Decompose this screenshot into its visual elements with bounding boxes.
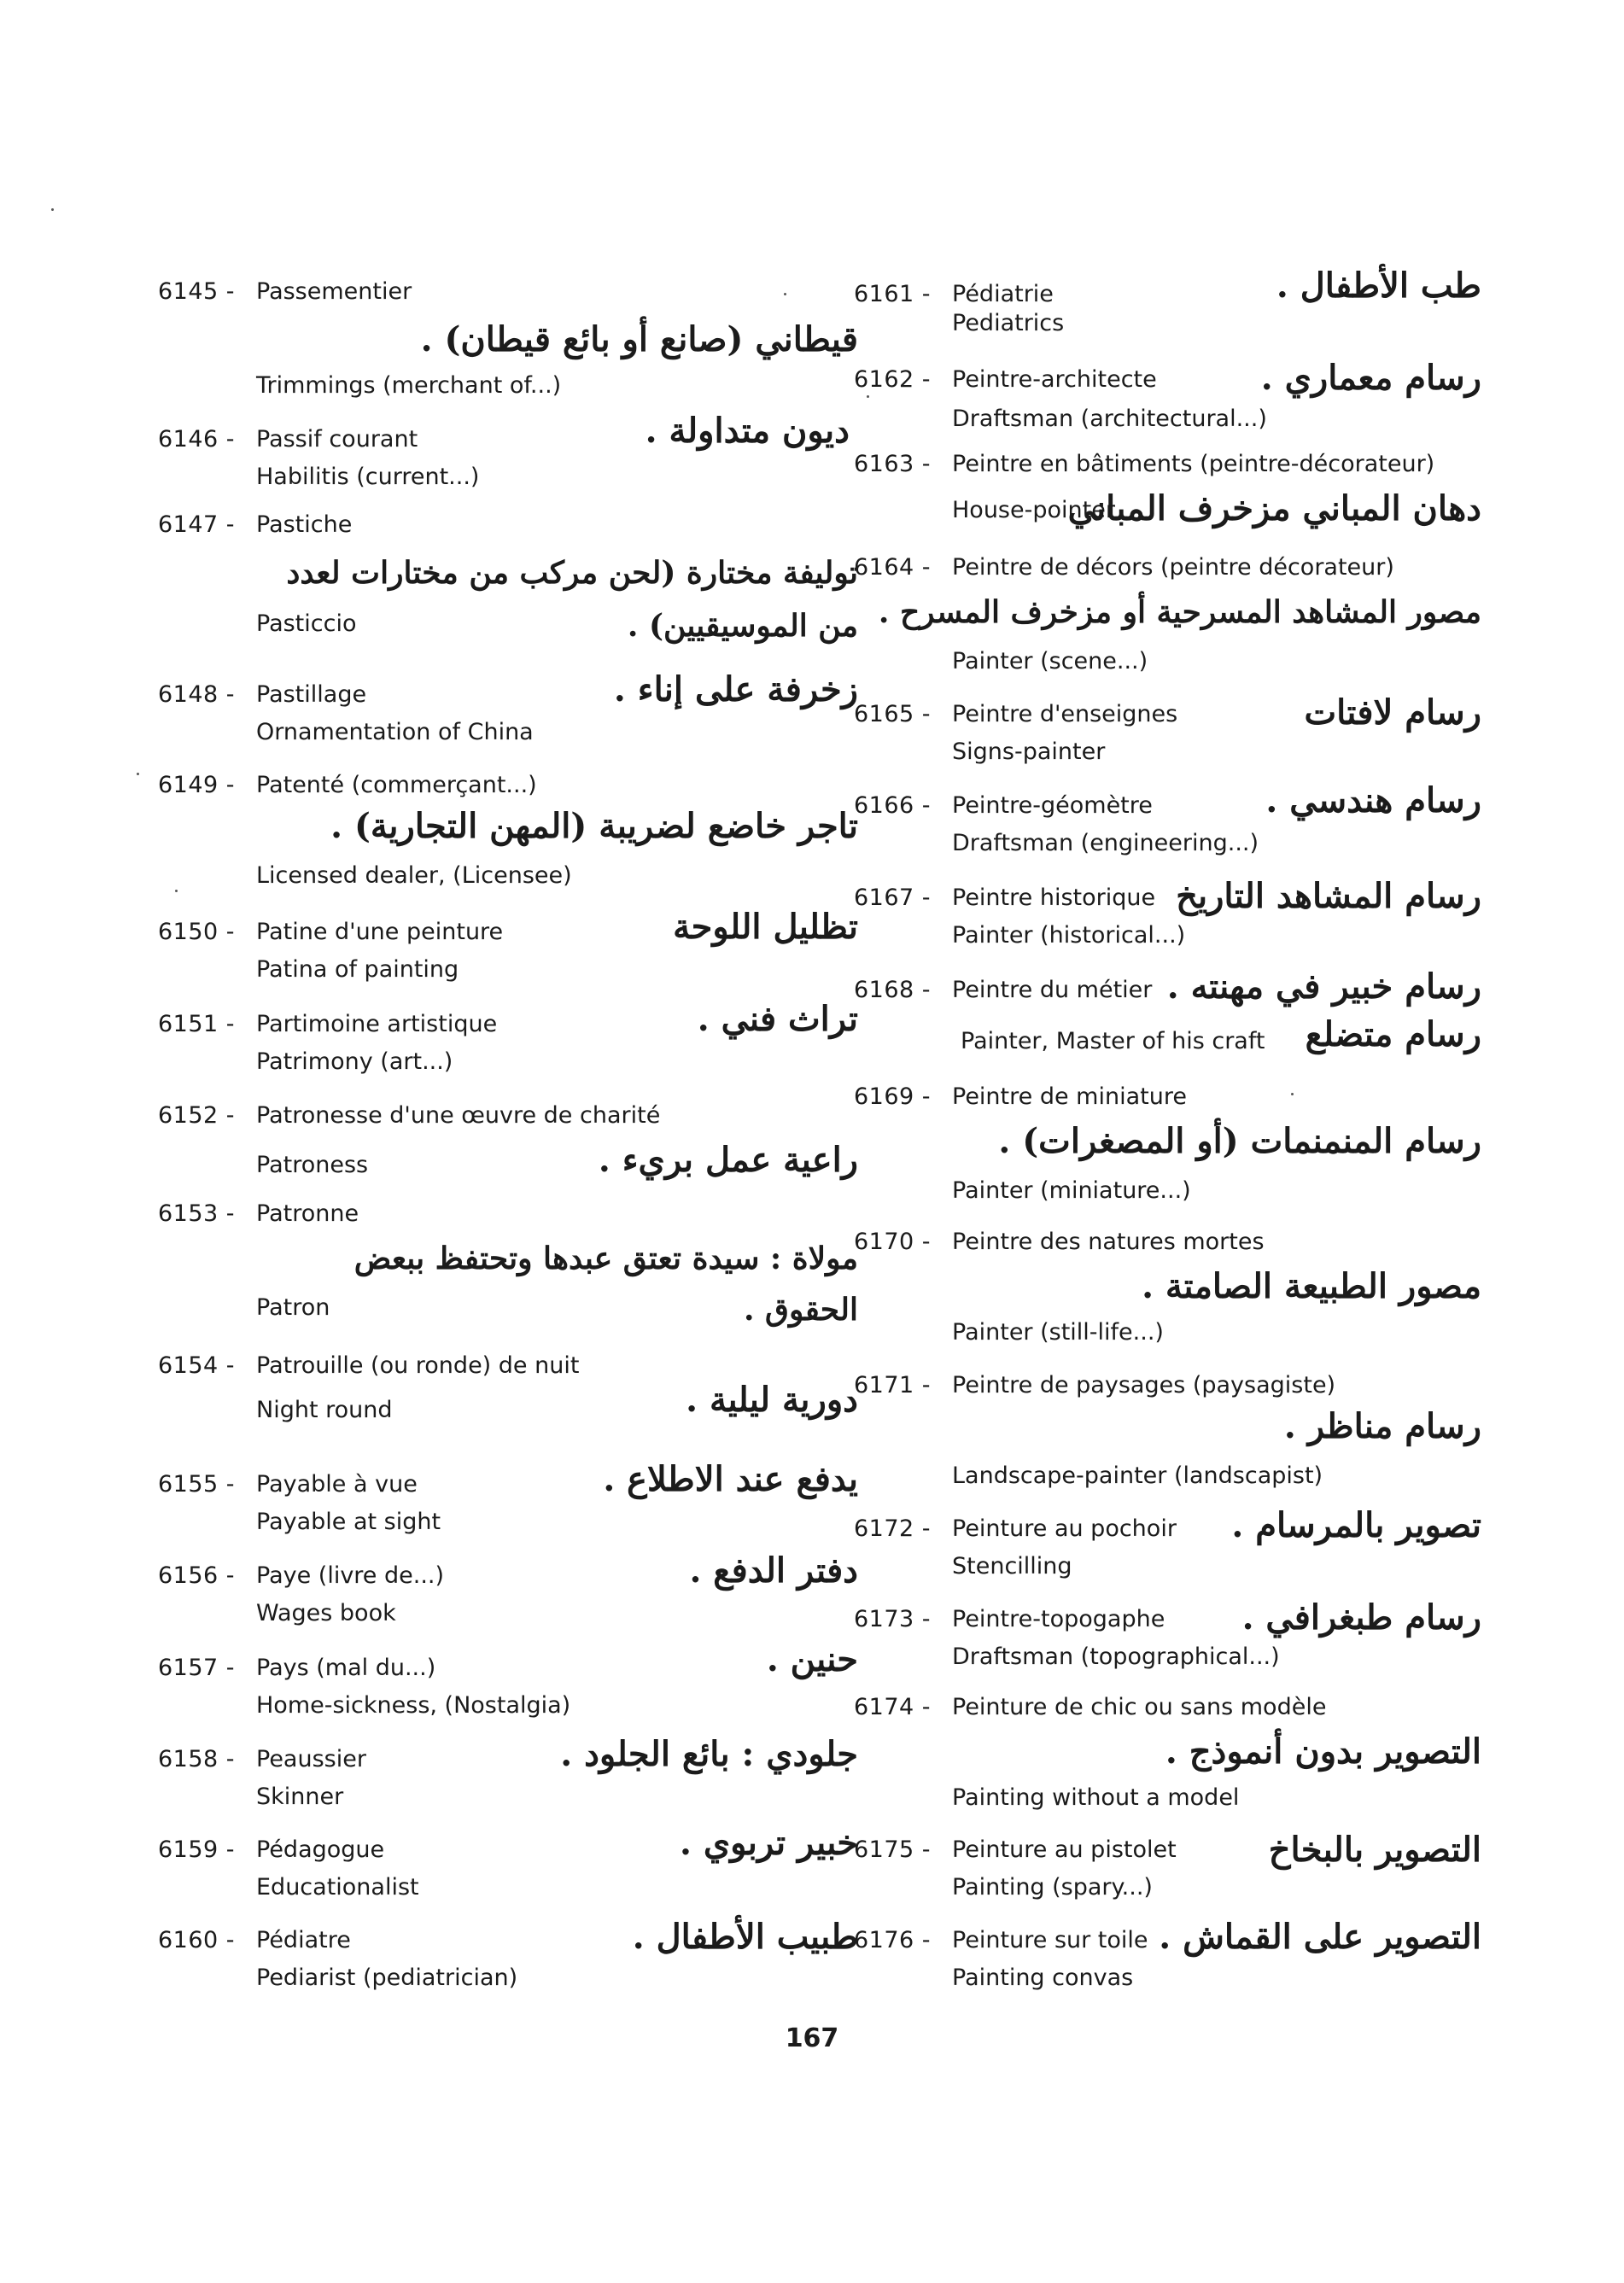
arabic-term: خبير تربوي . [679, 1823, 858, 1863]
entry-number: 6176 - [854, 1927, 932, 1953]
french-term: Partimoine artistique [256, 1011, 498, 1037]
arabic-term: دفتر الدفع . [689, 1550, 858, 1591]
french-term: Payable à vue [256, 1471, 418, 1498]
english-term: Pediarist (pediatrician) [256, 1965, 518, 1991]
scan-speck [1291, 1093, 1294, 1095]
english-term: Pediatrics [952, 310, 1065, 336]
english-term: Patrimony (art...) [256, 1048, 453, 1075]
right-column [854, 0, 1605, 2283]
french-term: Paye (livre de...) [256, 1562, 445, 1589]
arabic-term: طب الأطفال . [1276, 266, 1481, 306]
page-number: 167 [785, 2023, 839, 2053]
french-term: Peaussier [256, 1746, 366, 1772]
entry-number: 6168 - [854, 977, 932, 1003]
arabic-term: تصوير بالمرسام . [1231, 1505, 1481, 1545]
entry-number: 6163 - [854, 451, 932, 477]
english-term: Draftsman (topographical...) [952, 1644, 1280, 1670]
scan-speck [51, 208, 54, 211]
arabic-term: رسام المنمنمات (أو المصغرات) . [998, 1121, 1481, 1161]
entry-number: 6173 - [854, 1606, 932, 1632]
french-term: Peinture de chic ou sans modèle [952, 1694, 1327, 1720]
entry-number: 6165 - [854, 701, 932, 727]
arabic-term: دورية ليلية . [686, 1380, 858, 1420]
french-term: Peintre d'enseignes [952, 701, 1178, 727]
entry-number: 6157 - [158, 1655, 236, 1681]
arabic-term: يدفع عند الاطلاع . [603, 1459, 858, 1499]
french-term: Pédagogue [256, 1836, 385, 1863]
english-term: Home-sickness, (Nostalgia) [256, 1692, 571, 1719]
english-term: Signs-painter [952, 739, 1106, 765]
french-term: Peintre des natures mortes [952, 1229, 1265, 1255]
french-term: Peintre-topogaphe [952, 1606, 1165, 1632]
arabic-term: رسام المشاهد التاريخ [1176, 876, 1481, 916]
french-term: Pays (mal du...) [256, 1655, 436, 1681]
entry-number: 6171 - [854, 1372, 932, 1398]
english-term: Painting (spary...) [952, 1874, 1153, 1901]
arabic-term: رسام معماري . [1260, 358, 1481, 398]
english-term: Painter (historical...) [952, 922, 1186, 949]
arabic-term: رسام لافتات [1304, 692, 1481, 733]
entry-number: 6166 - [854, 792, 932, 819]
arabic-term-continued: رسام متضلع [1305, 1014, 1481, 1054]
english-term: Painter (still-life...) [952, 1319, 1164, 1346]
scan-speck [137, 773, 139, 775]
arabic-term: مولاة : سيدة تعتق عبدها وتحتفظ ببعض [353, 1241, 858, 1276]
english-term: Painter (scene...) [952, 648, 1148, 674]
english-term: Landscape-painter (landscapist) [952, 1463, 1323, 1489]
french-term: Peintre historique [952, 885, 1156, 911]
french-term: Patine d'une peinture [256, 919, 504, 945]
french-term: Passif courant [256, 426, 418, 453]
entry-number: 6151 - [158, 1011, 236, 1037]
english-term: Pasticcio [256, 610, 357, 637]
arabic-term: قيطاني (صانع أو بائع قيطان) . [420, 319, 858, 359]
scan-speck [784, 293, 786, 295]
french-term: Patronne [256, 1200, 359, 1227]
arabic-term-continued: من الموسيقيين) . [627, 608, 858, 644]
arabic-term: رسام مناظر . [1283, 1406, 1481, 1446]
arabic-term: دهان المباني مزخرف المباني [1067, 488, 1481, 528]
entry-number: 6175 - [854, 1836, 932, 1863]
entry-number: 6159 - [158, 1836, 236, 1863]
english-term: Draftsman (architectural...) [952, 406, 1267, 432]
entry-number: 6148 - [158, 681, 236, 708]
french-term: Pastiche [256, 511, 353, 538]
scan-speck [867, 395, 869, 398]
entry-number: 6160 - [158, 1927, 236, 1953]
english-term: Trimmings (merchant of...) [256, 372, 562, 399]
entry-number: 6152 - [158, 1102, 236, 1129]
french-term: Peintre-géomètre [952, 792, 1153, 819]
arabic-term: تراث فني . [697, 999, 858, 1039]
french-term: Pédiatre [256, 1927, 351, 1953]
french-term: Peinture au pochoir [952, 1515, 1177, 1542]
entry-number: 6174 - [854, 1694, 932, 1720]
entry-number: 6154 - [158, 1352, 236, 1379]
entry-number: 6153 - [158, 1200, 236, 1227]
entry-number: 6162 - [854, 366, 932, 393]
english-term: House-pointer [952, 497, 1115, 523]
arabic-term: طبيب الأطفال . [632, 1917, 858, 1957]
arabic-term: حنين . [766, 1639, 858, 1679]
left-column [158, 0, 909, 2283]
english-term: Payable at sight [256, 1509, 441, 1535]
english-term: Licensed dealer, (Licensee) [256, 862, 572, 889]
arabic-term: التصوير بدون أنموذج . [1165, 1731, 1481, 1772]
scan-speck [175, 890, 178, 892]
french-term: Peinture sur toile [952, 1927, 1148, 1953]
arabic-term: التصوير بالبخاخ [1268, 1830, 1481, 1870]
entry-number: 6161 - [854, 281, 932, 307]
english-term: Skinner [256, 1784, 344, 1810]
arabic-term: رسام طبغرافي . [1241, 1597, 1481, 1638]
arabic-term: تاجر خاضع لضريبة (المهن التجارية) . [330, 806, 858, 846]
arabic-term: جلودي : بائع الجلود . [560, 1734, 858, 1774]
arabic-term: راعية عمل بريء . [598, 1140, 858, 1180]
entry-number: 6147 - [158, 511, 236, 538]
english-term: Stencilling [952, 1553, 1072, 1579]
arabic-term-continued: الحقوق . [743, 1292, 858, 1328]
english-term: Patina of painting [256, 956, 459, 983]
entry-number: 6169 - [854, 1083, 932, 1110]
english-term: Painting convas [952, 1965, 1134, 1991]
english-term: Draftsman (engineering...) [952, 830, 1259, 856]
english-term: Painter (miniature...) [952, 1177, 1191, 1204]
english-term: Habilitis (current...) [256, 464, 480, 490]
entry-number: 6172 - [854, 1515, 932, 1542]
entry-number: 6156 - [158, 1562, 236, 1589]
english-term: Night round [256, 1397, 393, 1423]
arabic-term: زخرفة على إناء . [613, 669, 858, 709]
arabic-term: تظليل اللوحة [673, 907, 858, 947]
french-term: Pastillage [256, 681, 367, 708]
entry-number: 6170 - [854, 1229, 932, 1255]
french-term: Peinture au pistolet [952, 1836, 1177, 1863]
english-term: Educationalist [256, 1874, 419, 1901]
english-term: Patroness [256, 1152, 369, 1178]
english-term: Wages book [256, 1600, 396, 1626]
french-term: Peintre de miniature [952, 1083, 1187, 1110]
entry-number: 6146 - [158, 426, 236, 453]
entry-number: 6158 - [158, 1746, 236, 1772]
french-term: Patenté (commerçant...) [256, 772, 537, 798]
entry-number: 6167 - [854, 885, 932, 911]
arabic-term: رسام هندسي . [1265, 780, 1481, 820]
french-term: Peintre-architecte [952, 366, 1157, 393]
french-term: Peintre de décors (peintre décorateur) [952, 554, 1394, 581]
english-term: Painter, Master of his craft [961, 1028, 1265, 1054]
french-term: Peintre en bâtiments (peintre-décorateur) [952, 451, 1435, 477]
english-term: Painting without a model [952, 1784, 1240, 1811]
french-term: Patronesse d'une œuvre de charité [256, 1102, 661, 1129]
french-term: Passementier [256, 278, 412, 305]
arabic-term: التصوير على القماش . [1159, 1917, 1481, 1957]
arabic-term: ديون متداولة . [645, 411, 850, 451]
arabic-term: مصور الطبيعة الصامتة . [1142, 1266, 1481, 1306]
entry-number: 6164 - [854, 554, 932, 581]
entry-number: 6145 - [158, 278, 236, 305]
english-term: Patron [256, 1294, 330, 1321]
french-term: Pédiatrie [952, 281, 1054, 307]
arabic-term: مصور المشاهد المسرحية أو مزخرف المسرح . [878, 594, 1481, 630]
french-term: Peintre du métier [952, 977, 1153, 1003]
french-term: Patrouille (ou ronde) de nuit [256, 1352, 580, 1379]
arabic-term: توليفة مختارة (لحن مركب من مختارات لعدد [286, 555, 858, 591]
entry-number: 6149 - [158, 772, 236, 798]
french-term: Peintre de paysages (paysagiste) [952, 1372, 1336, 1398]
english-term: Ornamentation of China [256, 719, 534, 745]
entry-number: 6150 - [158, 919, 236, 945]
arabic-term: رسام خبير في مهنته . [1166, 966, 1481, 1007]
entry-number: 6155 - [158, 1471, 236, 1498]
